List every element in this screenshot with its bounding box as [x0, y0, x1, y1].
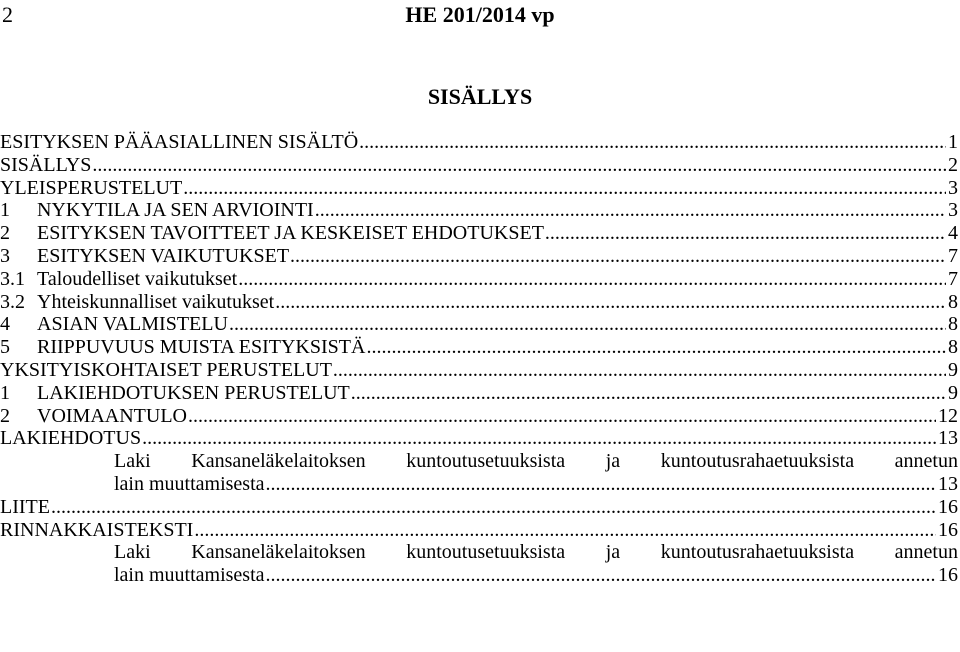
toc-leader-dots: [51, 496, 936, 519]
toc-entry[interactable]: [0, 427, 958, 450]
toc-entry-title-line1: Laki Kansaneläkelaitoksen kuntoutusetuuksista ja kuntoutusrahaetuuksista annetun: [114, 450, 958, 473]
toc-entry-number: 5: [0, 336, 10, 359]
toc-entry[interactable]: [0, 154, 958, 177]
toc-entry-title: ESITYKSEN TAVOITTEET JA KESKEISET EHDOTUKSET: [37, 222, 544, 245]
toc-entry-page: 7: [948, 244, 958, 267]
toc-entry[interactable]: [0, 222, 958, 245]
toc-entry-page: 16: [938, 495, 958, 518]
toc-entry-title: ESITYKSEN PÄÄASIALLINEN SISÄLTÖ: [0, 131, 359, 153]
toc-entry-number: 4: [0, 313, 10, 336]
toc-leader-dots: [183, 177, 946, 200]
toc-entry[interactable]: [0, 519, 958, 542]
toc-entry-page: 2: [948, 153, 958, 176]
toc-leader-dots: [275, 291, 946, 314]
toc-entry[interactable]: [0, 359, 958, 382]
toc-entry[interactable]: [0, 291, 958, 314]
toc-entry-number: 2: [0, 404, 10, 427]
toc-leader-dots: [359, 131, 946, 154]
toc-leader-dots: [351, 382, 946, 405]
toc-leader-dots: [290, 245, 946, 268]
toc-entry[interactable]: [0, 382, 958, 405]
toc-leader-dots: [194, 519, 936, 542]
toc-entry[interactable]: [0, 245, 958, 268]
toc-entry[interactable]: [0, 268, 958, 291]
toc-entry[interactable]: [0, 405, 958, 428]
toc-leader-dots: [238, 268, 946, 291]
toc-entry-page: 13: [938, 472, 958, 495]
toc-entry-page: 3: [948, 199, 958, 222]
toc-leader-dots: [545, 222, 946, 245]
toc-entry-title: ESITYKSEN VAIKUTUKSET: [37, 244, 290, 267]
toc-entry-title: ASIAN VALMISTELU: [37, 313, 228, 336]
toc-entry-title: RIIPPUVUUS MUISTA ESITYKSISTÄ: [37, 336, 366, 359]
toc-entry-title: LAKIEHDOTUKSEN PERUSTELUT: [37, 381, 350, 404]
toc-leader-dots: [366, 336, 946, 359]
toc-entry-number: 3.1: [0, 267, 25, 290]
page-number: 2: [2, 2, 13, 27]
toc-entry-number: 1: [0, 381, 10, 404]
toc-entry-title: YKSITYISKOHTAISET PERUSTELUT: [0, 358, 332, 381]
toc-entry[interactable]: [0, 450, 958, 496]
toc-leader-dots: [229, 313, 946, 336]
toc-entry-title: Yhteiskunnalliset vaikutukset: [37, 290, 275, 313]
toc-entry-page: 7: [948, 267, 958, 290]
toc-leader-dots: [188, 405, 936, 428]
toc-entry-number: 2: [0, 222, 10, 245]
toc-entry[interactable]: [0, 336, 958, 359]
toc-entry-title-line2: lain muuttamisesta: [114, 564, 265, 587]
toc-entry-page: 8: [948, 336, 958, 359]
toc-leader-dots: [333, 359, 946, 382]
toc-entry-page: 8: [948, 290, 958, 313]
toc-entry-title: VOIMAANTULO: [37, 404, 187, 427]
toc-entry-page: 9: [948, 381, 958, 404]
toc-entry-number: 3: [0, 244, 10, 267]
toc-entry[interactable]: [0, 131, 958, 154]
toc-leader-dots: [92, 154, 946, 177]
toc-entry-title: YLEISPERUSTELUT: [0, 176, 183, 199]
toc-entry-title: NYKYTILA JA SEN ARVIOINTI: [37, 199, 314, 222]
toc-entry-title: SISÄLLYS: [0, 153, 92, 176]
toc-entry-page: 3: [948, 176, 958, 199]
table-of-contents: [0, 131, 958, 587]
toc-entry-title-line1: Laki Kansaneläkelaitoksen kuntoutusetuuksista ja kuntoutusrahaetuuksista annetun: [114, 541, 958, 564]
toc-entry-page: 4: [948, 222, 958, 245]
toc-entry-page: 12: [938, 404, 958, 427]
toc-entry-title: LAKIEHDOTUS: [0, 427, 142, 450]
toc-entry-page: 8: [948, 313, 958, 336]
toc-entry[interactable]: [0, 199, 958, 222]
document-id: HE 201/2014 vp: [405, 2, 555, 27]
toc-entry-number: 1: [0, 199, 10, 222]
toc-leader-dots: [142, 427, 936, 450]
toc-heading: SISÄLLYS: [427, 84, 533, 109]
toc-leader-dots: [266, 564, 936, 587]
toc-leader-dots: [315, 199, 946, 222]
toc-entry-page: 13: [938, 427, 958, 450]
toc-entry-page: 16: [938, 564, 958, 587]
toc-entry-title: LIITE: [0, 495, 50, 518]
toc-entry[interactable]: [0, 496, 958, 519]
toc-entry-page: 1: [948, 131, 958, 153]
toc-entry-title-line2: lain muuttamisesta: [114, 472, 265, 495]
toc-entry-title: RINNAKKAISTEKSTI: [0, 518, 194, 541]
toc-entry-page: 9: [948, 358, 958, 381]
toc-entry[interactable]: [0, 177, 958, 200]
toc-entry[interactable]: [0, 313, 958, 336]
toc-entry-page: 16: [938, 518, 958, 541]
toc-leader-dots: [266, 473, 936, 496]
toc-entry[interactable]: [0, 541, 958, 587]
toc-entry-title: Taloudelliset vaikutukset: [37, 267, 238, 290]
toc-entry-number: 3.2: [0, 290, 25, 313]
